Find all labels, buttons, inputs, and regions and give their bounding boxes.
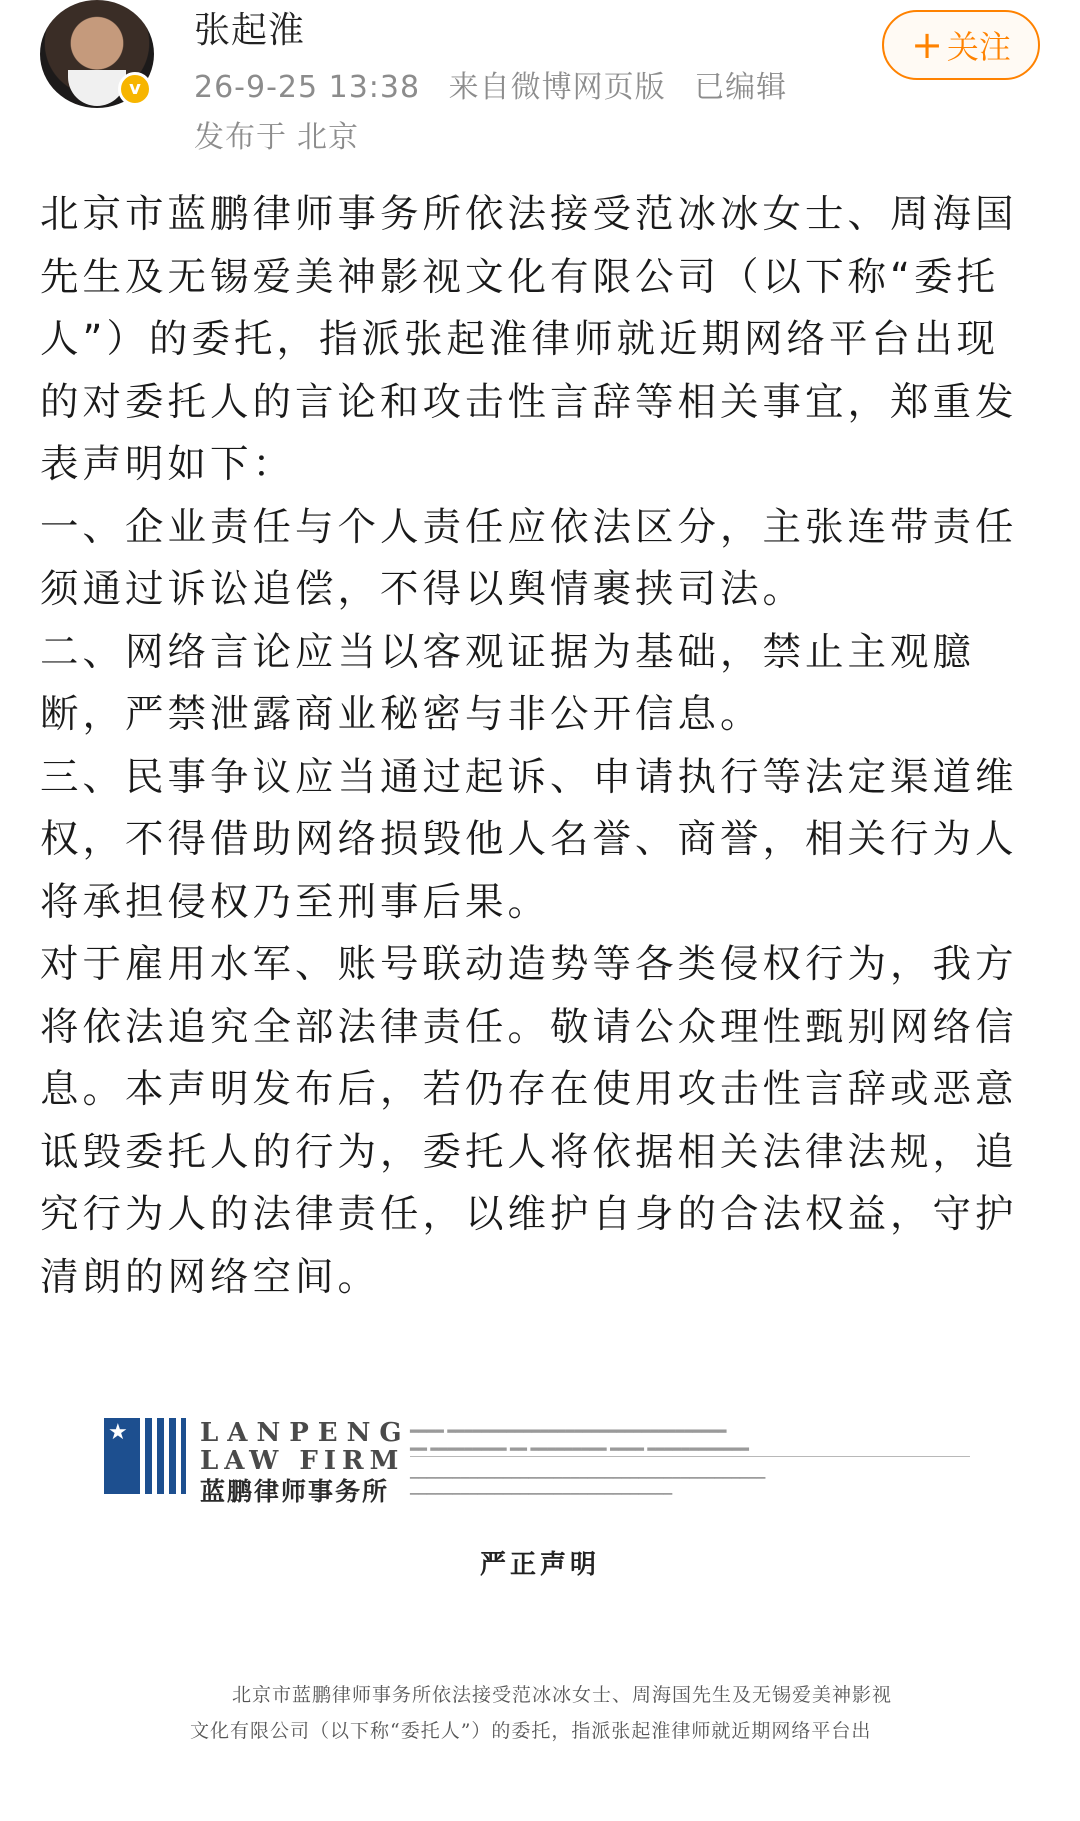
firm-name-en-1: LANPENG xyxy=(200,1418,411,1448)
post-meta xyxy=(194,62,787,106)
post-paragraph: 三、民事争议应当通过起诉、申请执行等法定渠道维权，不得借助网络损毁他人名誉、商誉，相关行为人将承担侵权乃至刑事后果。 xyxy=(40,754,1018,925)
edited-label[interactable]: 已编辑 xyxy=(694,70,788,105)
post-header xyxy=(0,0,1080,170)
post-paragraph: 北京市蓝鹏律师事务所依法接受范冰冰女士、周海国先生及无锡爱美神影视文化有限公司（以下称“委托人”）的委托，指派张起淮律师就近期网络平台出现的对委托人的言论和攻击性言辞等相关事宜，郑重发表声明如下： xyxy=(40,192,1018,487)
letterhead-phone-blur: ▂▂ ▂▂▂▂▂▂▂▂▂ ▂▂ ▂▂▂▂▂▂▂▂▂ ▂▂▂▂ ▂▂▂▂▂▂▂▂▂▂▂▂ xyxy=(410,1438,749,1451)
verified-badge-icon: v xyxy=(118,72,152,106)
letterhead-contact-en-blur: ▁▁▁▁▁▁▁▁▁▁▁▁▁▁▁▁▁▁▁▁▁▁▁▁▁▁▁▁▁▁▁ xyxy=(410,1482,673,1495)
location-value: 北京 xyxy=(297,120,359,155)
post-body xyxy=(40,184,1040,1309)
post-timestamp[interactable]: 26-9-25 13:38 xyxy=(194,70,421,105)
firm-name-en-2: LAW FIRM xyxy=(200,1446,405,1476)
statement-body-line: 文化有限公司（以下称“委托人”）的委托，指派张起淮律师就近期网络平台出 xyxy=(190,1720,872,1742)
location-prefix: 发布于 xyxy=(194,120,287,155)
letterhead-address-blur: ▂▂▂▂ ▂▂▂▂▂▂▂▂▂▂▂▂▂▂▂▂▂▂▂▂▂▂▂▂▂▂▂▂▂▂▂▂▂ xyxy=(410,1420,727,1433)
follow-button-label: 关注 xyxy=(946,28,1011,66)
post-source: 来自微博网页版 xyxy=(448,70,666,105)
follow-button[interactable] xyxy=(882,10,1040,80)
post-paragraph: 二、网络言论应当以客观证据为基础，禁止主观臆断，严禁泄露商业秘密与非公开信息。 xyxy=(40,629,976,737)
star-icon: ★ xyxy=(108,1420,128,1445)
plus-icon: + xyxy=(911,23,943,67)
letterhead-divider xyxy=(410,1456,970,1457)
statement-body-line: 北京市蓝鹏律师事务所依法接受范冰冰女士、周海国先生及无锡爱美神影视 xyxy=(232,1684,893,1706)
statement-title: 严正声明 xyxy=(479,1550,600,1580)
username[interactable]: 张起淮 xyxy=(194,10,306,51)
post-paragraph: 对于雇用水军、账号联动造势等各类侵权行为，我方将依法追究全部法律责任。敬请公众理性甄别网络信息。本声明发布后，若仍存在使用攻击性言辞或恶意诋毁委托人的行为，委托人将依据相关法律法规，追究行为人的法律责任，以维护自身的合法权益，守护清朗的网络空间。 xyxy=(40,942,1018,1300)
post-location xyxy=(194,112,359,156)
letterhead-address-en-blur: ▁▁▁▁▁▁▁▁▁▁▁▁▁▁▁▁▁▁▁▁▁▁▁▁▁▁▁▁▁▁▁▁▁▁▁▁▁▁▁▁▁▁ xyxy=(410,1466,766,1479)
firm-name-cn: 蓝鹏律师事务所 xyxy=(200,1477,390,1506)
law-firm-logo-icon xyxy=(104,1418,186,1494)
attached-statement-image[interactable] xyxy=(0,1390,1080,1821)
post-paragraph: 一、企业责任与个人责任应依法区分，主张连带责任须通过诉讼追偿，不得以舆情裹挟司法。 xyxy=(40,504,1018,612)
